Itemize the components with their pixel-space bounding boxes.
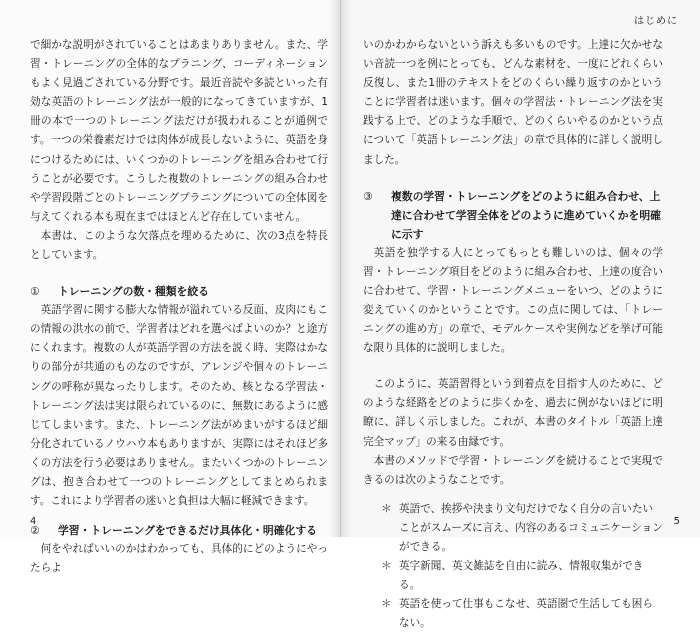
right-page — [340, 0, 700, 630]
paragraph: 英語学習に関する膨大な情報が溢れている反面、皮肉にもこの情報の洪水の前で、学習者はどれを選べばよいのか？と途方にくれます。複数の人が英語学習の方法を説く時、実際はかなりの部分が共通のものなのですが、アレンジや個々のトレーニングの呼称が異なったりします。そのため、核となる学習法・トレーニング法は実は限られているのに、無数にあるように感じてしまいます。また、トレーニング法がめまいがするほど細分化されているノウハウ本もありますが、実際にはそれほど多くの方法を行う必要はありません。またいくつかのトレーニングは、抱き合わせて一つのトレーニングとしてまとめられます。これにより学習者の迷いと負担は大幅に軽減できます。 — [30, 304, 328, 508]
page-number-right: 5 — [673, 516, 680, 527]
running-head: はじめに — [634, 16, 678, 27]
paragraph: 本書のメソッドで学習・トレーニングを続けることで実現できるのは次のようなことです。 — [363, 454, 663, 486]
list-item-text: 英字新聞、英文雑誌を自由に読み、情報収集ができる。 — [399, 560, 644, 592]
paragraph: いのかわからないという訴えも多いものです。上達に欠かせない音読一つを例にとっても、どんな素材を、一度にどれくらい反復し、また1冊のテキストをどのくらい繰り返すのかということに学習者は迷います。個々の学習法・トレーニング法を実践する上で、どのような手順で、どのくらいやるのかという点について「英語トレーニング法」の章で具体的に詳しく説明しました。 — [363, 39, 663, 166]
paragraph: 何をやればいいのかはわかっても、具体的にどのようにやったらよ — [30, 543, 328, 575]
section-heading-1 — [30, 282, 328, 301]
section-number: ② — [30, 524, 40, 538]
section-title: 複数の学習・トレーニングをどのように組み合わせ、上達に合わせて学習全体をどのように進めていくかを明確に示す — [391, 189, 661, 241]
page-number-left: 4 — [30, 516, 37, 527]
section-title: 学習・トレーニングをできるだけ具体化・明確化する — [58, 524, 317, 538]
asterisk-icon: ＊ — [381, 560, 392, 573]
asterisk-icon: ＊ — [381, 598, 392, 611]
list-item — [381, 557, 663, 595]
section-number: ① — [30, 285, 40, 299]
list-item — [381, 500, 663, 557]
section-heading-3 — [363, 187, 663, 244]
section-number: ③ — [363, 189, 373, 203]
bullet-list — [363, 500, 663, 633]
right-page-body — [363, 36, 663, 633]
section-heading-2 — [30, 521, 328, 540]
list-item-text: 英語で、挨拶や決まり文句だけでなく自分の言いたいことがスムーズに言え、内容のあるコミュニケーションができる。 — [399, 502, 663, 553]
section-title: トレーニングの数・種類を絞る — [58, 285, 209, 299]
left-page-body — [30, 36, 328, 578]
paragraph: 本書は、このような欠落点を埋めるために、次の3点を特長としています。 — [30, 229, 328, 262]
left-page — [0, 0, 340, 575]
paragraph: このように、英語習得という到着点を目指す人のために、どのような経路をどのように歩くかを、過去に例がないほどに明瞭に、詳しく示しました。これが、本書のタイトル「英語上達完全マップ」の来る由縁です。 — [363, 378, 663, 448]
asterisk-icon: ＊ — [381, 502, 392, 515]
list-item — [381, 595, 663, 633]
paragraph: で細かな説明がされていることはあまりありません。また、学習・トレーニングの全体的なプラニング、コーディネーションもよく見過ごされている分野です。最近音読や多読といった有効な英語のトレーニング法が一般的になってきていますが、1冊の本で一つのトレーニング法だけが扱われることが通例です。一つの栄養素だけでは肉体が成長しないように、英語を身につけるためには、いくつかのトレーニングを組み合わせて行うことが必要です。こうした複数のトレーニングの組み合わせや学習段階ごとのトレーニングプラニングについての全体図を与えてくれる本も現在まではほとんど存在していません。 — [30, 39, 328, 223]
list-item-text: 英語を使って仕事もこなせ、英語圏で生活しても困らない。 — [399, 598, 653, 630]
paragraph: 英語を独学する人にとってもっとも難しいのは、個々の学習・トレーニング項目をどのように組み合わせ、上達の度合いに合わせて、学習・トレーニングメニューをいつ、どのように変えていくのかということです。この点に関しては、「トレーニングの進め方」の章で、モデルケースや実例などを挙げ可能な限り具体的に説明しました。 — [363, 246, 663, 355]
